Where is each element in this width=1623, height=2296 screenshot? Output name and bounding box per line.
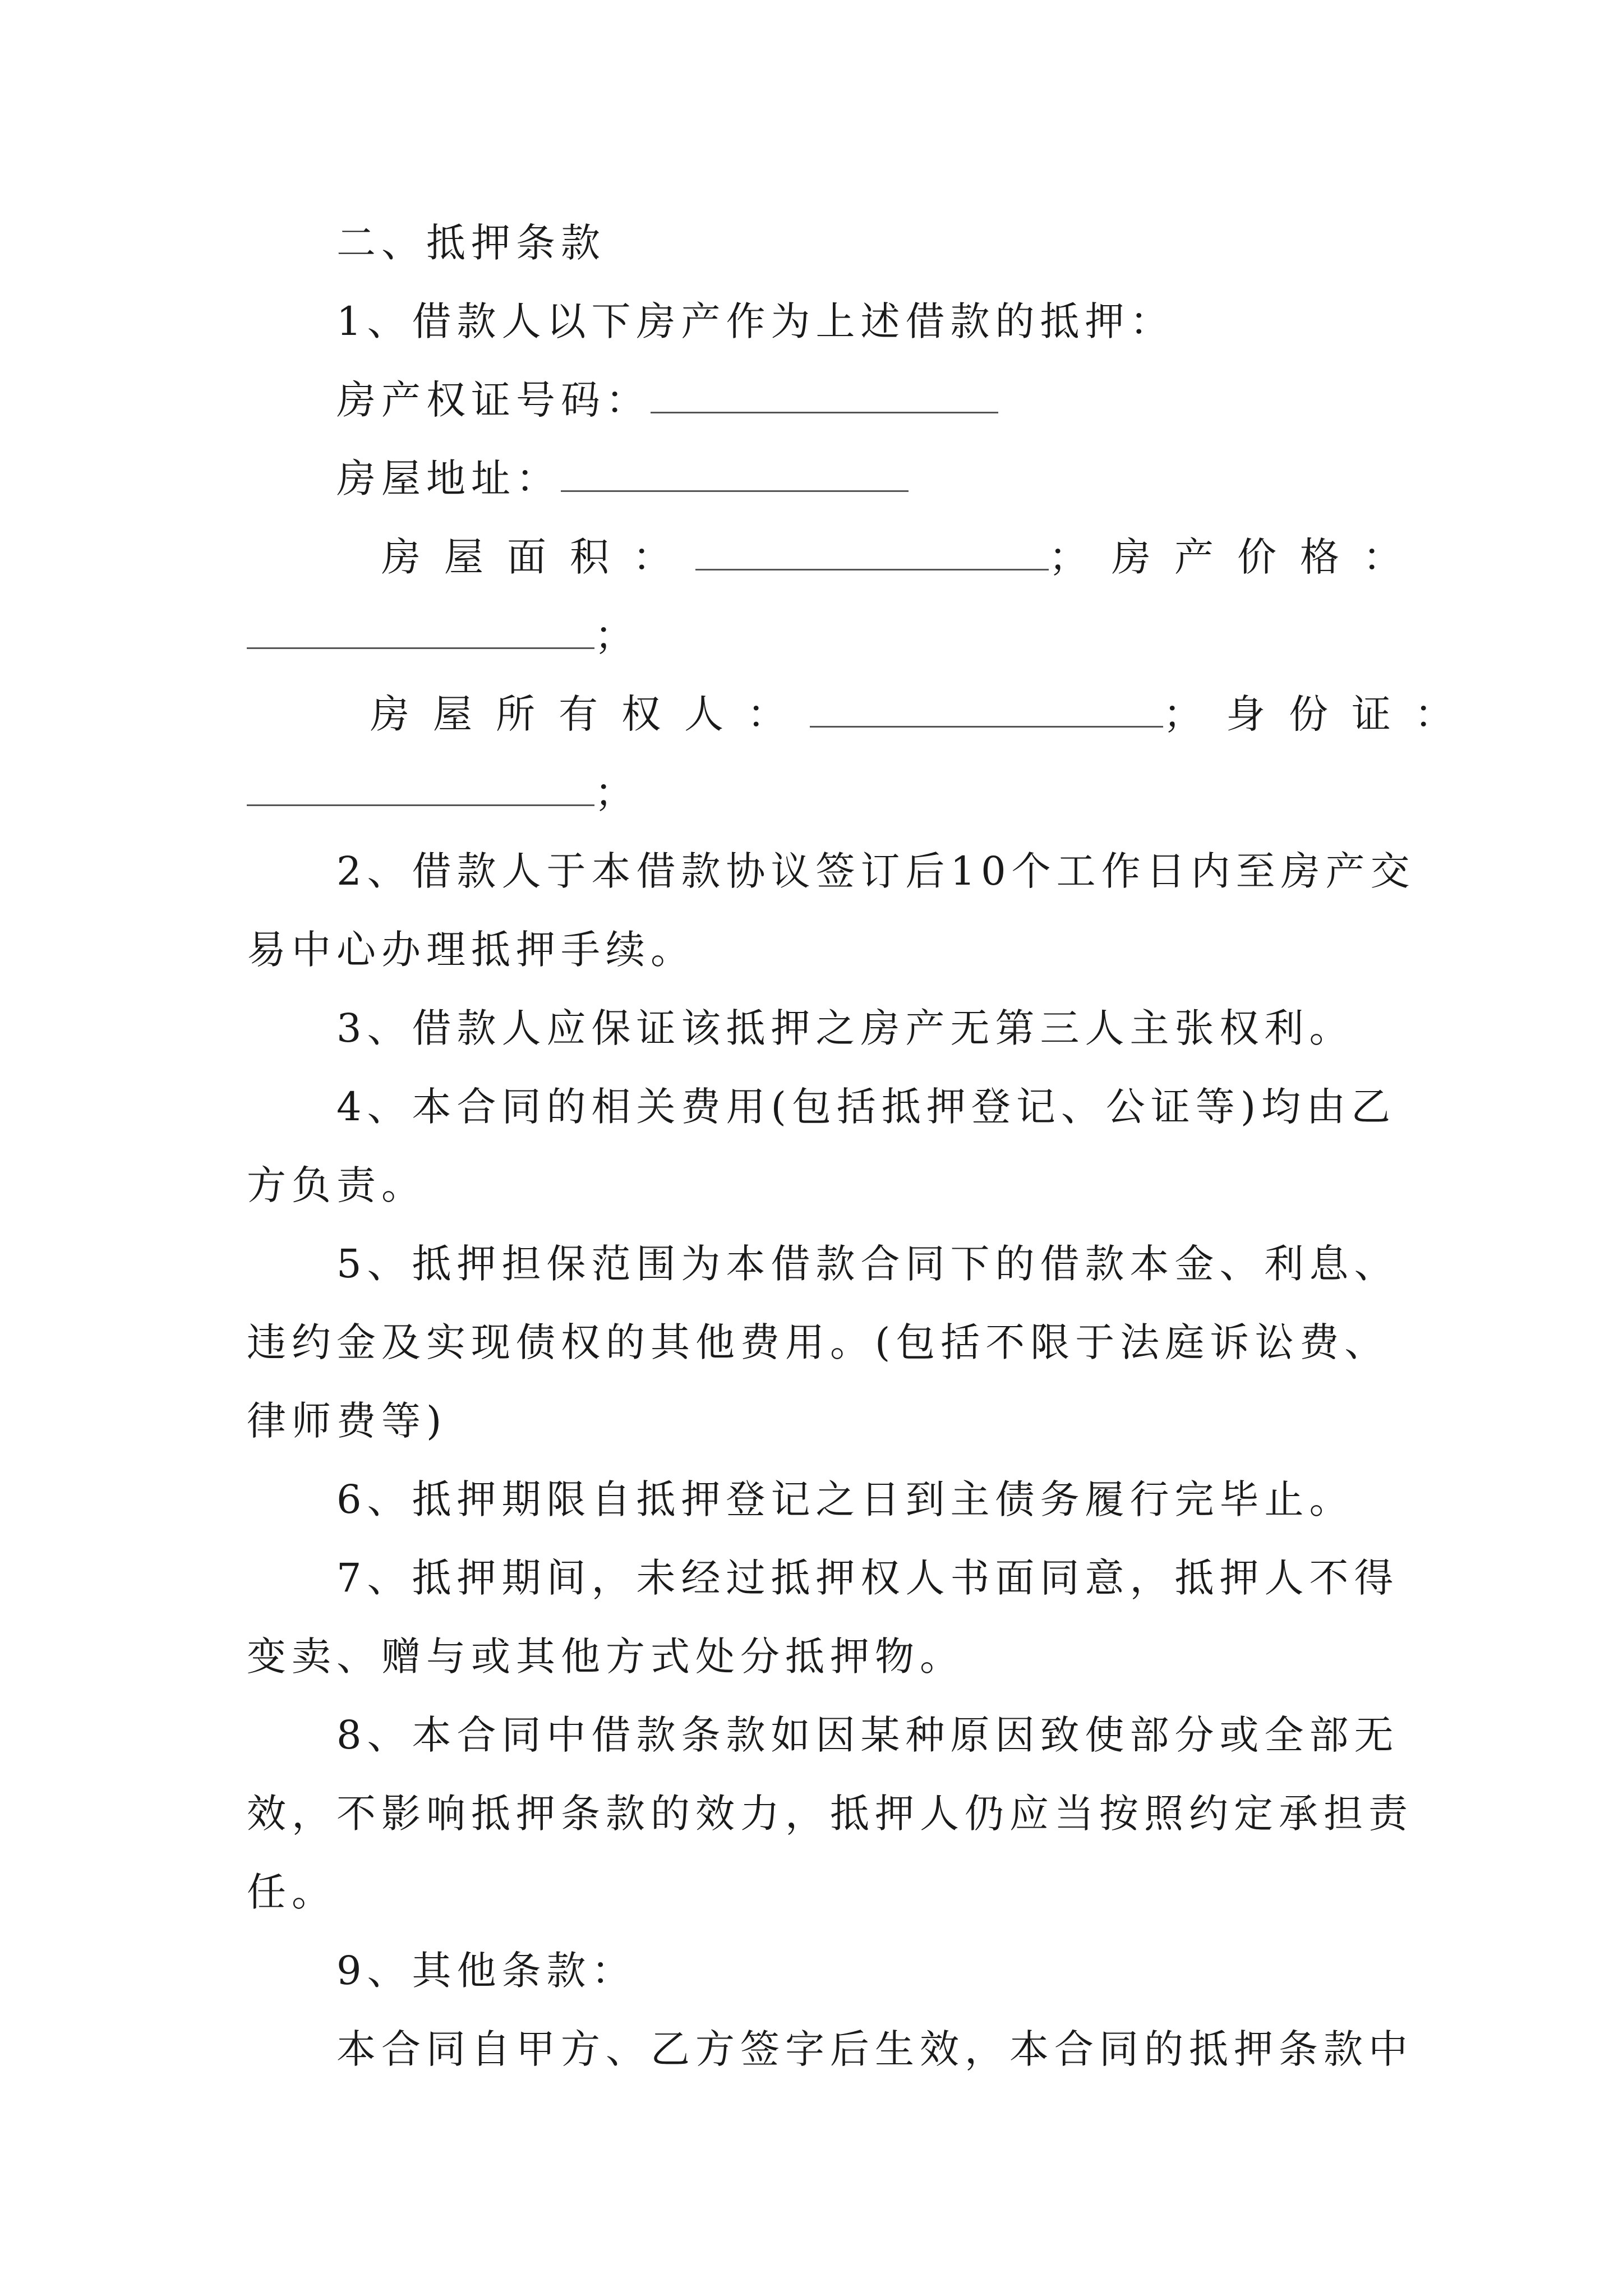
- clause-8-line-3: 任。: [247, 1869, 336, 1915]
- owner-label: 房屋所有权人：: [370, 691, 810, 737]
- clause-6: 6、抵押期限自抵押登记之日到主债务履行完毕止。: [336, 1476, 1354, 1522]
- area-blank[interactable]: [695, 565, 1049, 570]
- area-label: 房屋面积：: [381, 534, 695, 580]
- clause-9: 9、其他条款：: [336, 1948, 637, 1994]
- clause-4-line-2: 方负责。: [247, 1162, 426, 1208]
- clause-2-line-1: 2、借款人于本借款协议签订后10个工作日内至房产交: [336, 848, 1415, 894]
- final-line: 本合同自甲方、乙方签字后生效，本合同的抵押条款中: [336, 2026, 1413, 2072]
- property-cert-blank[interactable]: [651, 408, 998, 413]
- id-end-mark: ；: [594, 770, 639, 816]
- price-blank[interactable]: [247, 644, 594, 649]
- area-price-line: [381, 534, 1426, 580]
- price-label: ；房产价格：: [1049, 534, 1426, 580]
- address-blank[interactable]: [561, 487, 909, 492]
- clause-5-line-2: 违约金及实现债权的其他费用。(包括不限于法庭诉讼费、: [247, 1319, 1390, 1365]
- clause-8-line-1: 8、本合同中借款条款如因某种原因致使部分或全部无: [336, 1712, 1399, 1758]
- clause-7-line-1: 7、抵押期间，未经过抵押权人书面同意，抵押人不得: [336, 1555, 1399, 1601]
- clause-7-line-2: 变卖、赠与或其他方式处分抵押物。: [247, 1634, 965, 1680]
- clause-3: 3、借款人应保证该抵押之房产无第三人主张权利。: [336, 1005, 1354, 1051]
- address-label: 房屋地址：: [336, 455, 561, 501]
- property-cert-label: 房产权证号码：: [336, 377, 651, 423]
- id-label: ；身份证：: [1163, 691, 1477, 737]
- clause-8-line-2: 效，不影响抵押条款的效力，抵押人仍应当按照约定承担责: [247, 1791, 1413, 1837]
- clause-1-intro: 1、借款人以下房产作为上述借款的抵押：: [336, 298, 1175, 344]
- clause-5-line-3: 律师费等): [247, 1398, 448, 1444]
- owner-blank[interactable]: [810, 723, 1163, 728]
- section-title: 二、抵押条款: [336, 220, 606, 266]
- price-end-mark: ；: [594, 613, 639, 659]
- clause-5-line-1: 5、抵押担保范围为本借款合同下的借款本金、利息、: [336, 1241, 1399, 1287]
- property-cert-line: [336, 377, 998, 423]
- owner-id-line: [370, 691, 1477, 737]
- address-line: [336, 455, 909, 501]
- clause-2-line-2: 易中心办理抵押手续。: [247, 927, 695, 973]
- id-blank-line: [247, 770, 639, 816]
- price-blank-line: [247, 613, 639, 659]
- clause-4-line-1: 4、本合同的相关费用(包括抵押登记、公证等)均由乙: [336, 1084, 1396, 1130]
- id-blank[interactable]: [247, 801, 594, 806]
